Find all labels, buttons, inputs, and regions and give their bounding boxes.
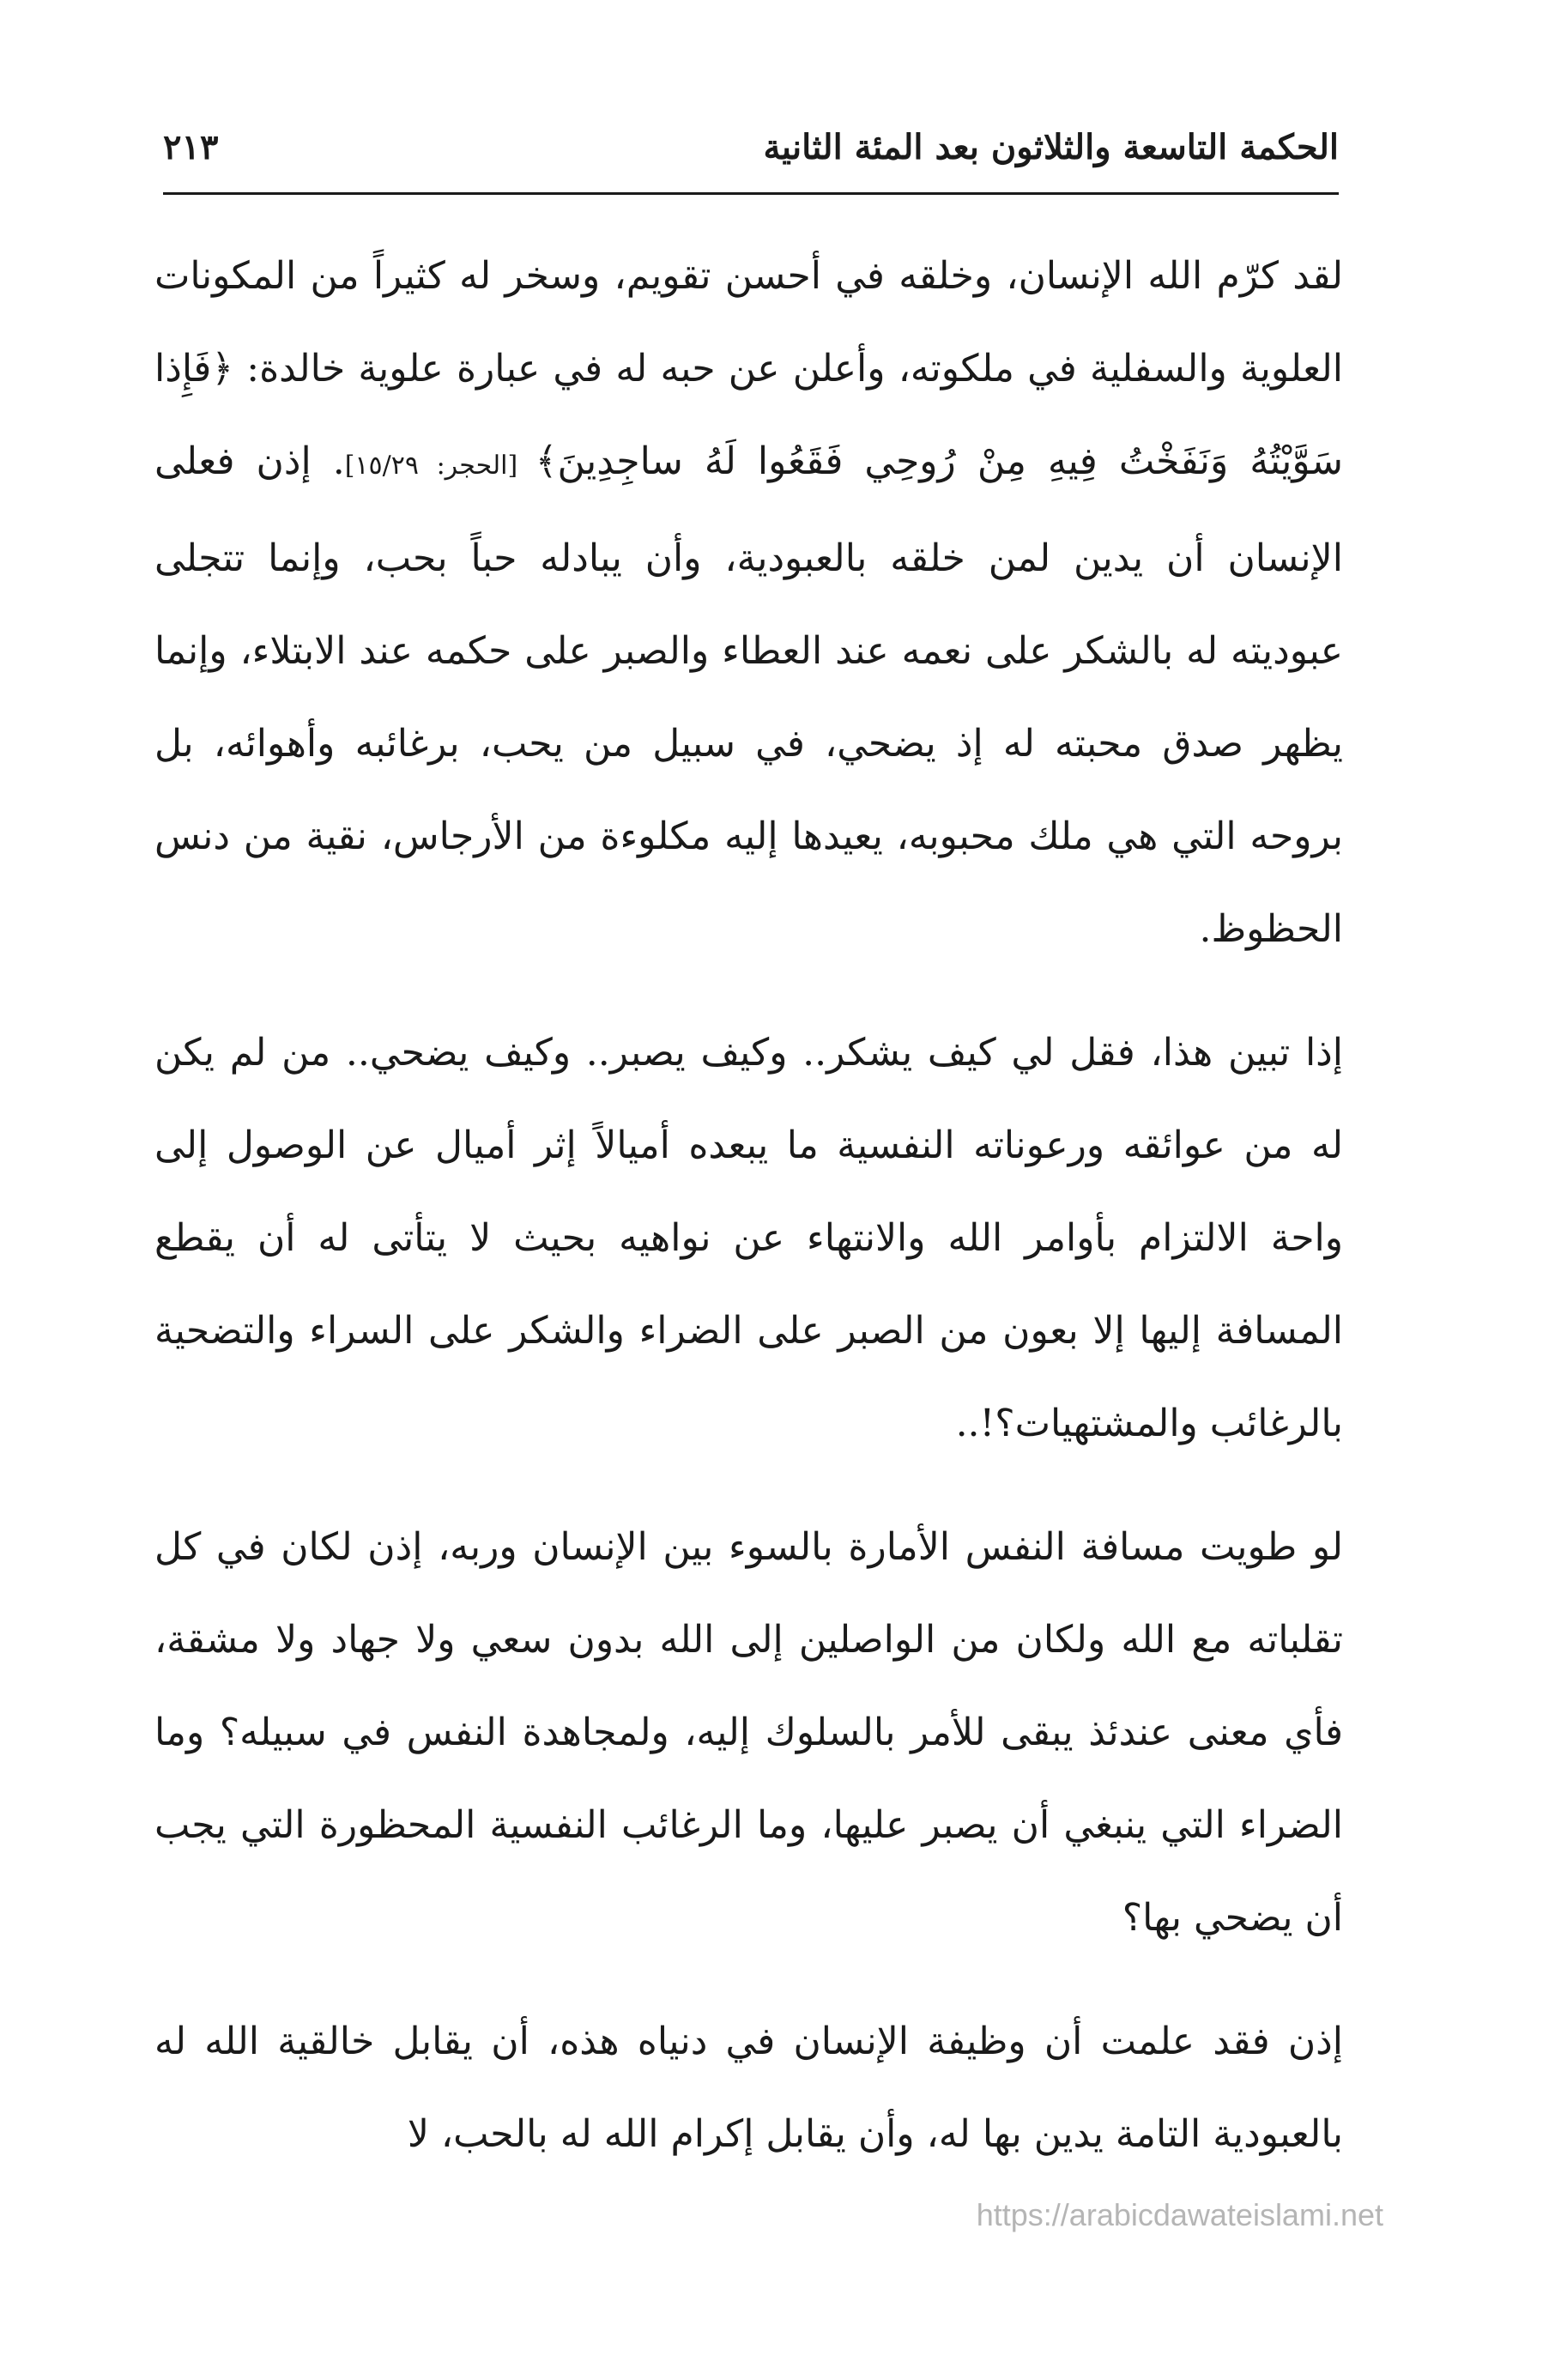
header-divider (163, 192, 1339, 195)
paragraph-1-intro: لقد كرّم الله الإنسان، وخلقه في أحسن تقويم، وسخر له كثيراً من المكونات العلوية والسفلية في ملكوته، وأعلن عن حبه له في عبارة علوية خالدة: (154, 254, 1343, 391)
body-text (154, 230, 1343, 2212)
paragraph-3: لو طويت مسافة النفس الأمارة بالسوء بين الإنسان وربه، إذن لكان في كل تقلباته مع الله ولكان من الواصلين إلى الله بدون سعي ولا جهاد ولا مشقة، فأي معنى عندئذ يبقى للأمر بالسلوك إليه، ولمجاهدة النفس في سبيله؟ وما الضراء التي ينبغي أن يصبر عليها، وما الرغائب النفسية المحظورة التي يجب أن يضحي بها؟ (154, 1525, 1343, 1940)
page-number: ٢١٣ (163, 127, 219, 167)
paragraph-2: إذا تبين هذا، فقل لي كيف يشكر.. وكيف يصبر.. وكيف يضحي.. من لم يكن له من عوائقه ورعوناته النفسية ما يبعده أميالاً إثر أميال عن الوصول إلى واحة الالتزام بأوامر الله والانتهاء عن نواهيه بحيث لا يتأتى له أن يقطع المسافة إليها إلا بعون من الصبر على الضراء والشكر على السراء والتضحية بالرغائب والمشتهيات؟!.. (154, 1031, 1343, 1445)
paragraph-4: إذن فقد علمت أن وظيفة الإنسان في دنياه هذه، أن يقابل خالقية الله له بالعبودية التامة يدين بها له، وأن يقابل إكرام الله له بالحب، لا (154, 2020, 1343, 2156)
chapter-title: الحكمة التاسعة والثلاثون بعد المئة الثانية (763, 127, 1339, 167)
verse-reference: [الحجر: ١٥/٢٩] (344, 451, 535, 481)
paragraph-1-rest: . إذن فعلى الإنسان أن يدين لمن خلقه بالعبودية، وأن يبادله حباً بحب، وإنما تتجلى عبوديته له بالشكر على نعمه عند العطاء والصبر على حكمه عند الابتلاء، وإنما يظهر صدق محبته له إذ يضحي، في سبيل من يحب، برغائبه وأهوائه، بل بروحه التي هي ملك محبوبه، يعيدها إليه مكلوءة من الأرجاس، نقية من دنس الحظوظ. (154, 439, 1343, 951)
source-watermark: https://arabicdawateislami.net (976, 2197, 1383, 2232)
running-header (163, 120, 1339, 189)
quran-verse: ﴿فَإِذا سَوَّيْتُهُ وَنَفَخْتُ فِيهِ مِنْ رُوحِي فَقَعُوا لَهُ ساجِدِينَ﴾ (154, 347, 1343, 483)
paragraph-1 (154, 230, 1343, 976)
